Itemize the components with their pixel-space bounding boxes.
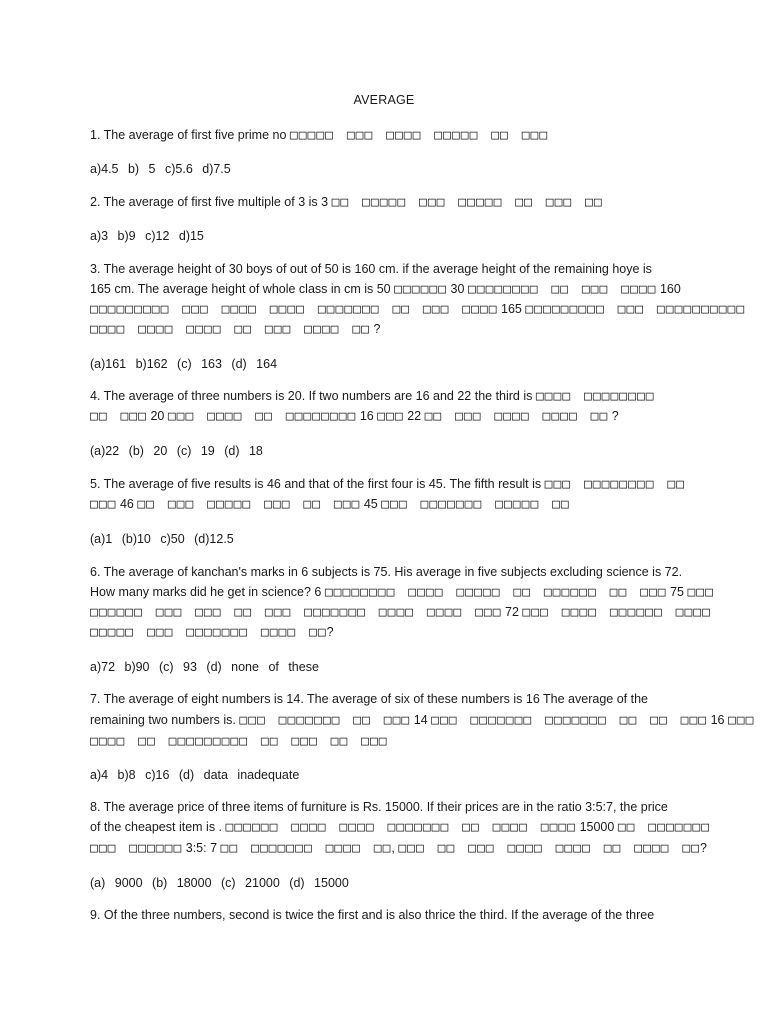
question-text: 14 bbox=[410, 713, 432, 727]
question-text: 16 bbox=[707, 713, 728, 727]
answer-options: a)4.5 b) 5 c)5.6 d)7.5 bbox=[90, 162, 231, 176]
text-line bbox=[90, 299, 745, 320]
text-line bbox=[90, 259, 652, 279]
text-line bbox=[90, 817, 710, 838]
question-text: 30 bbox=[447, 282, 468, 296]
hindi-text: □□□□□ □□□ □□□□□□□ □□□□ □□ bbox=[90, 625, 327, 640]
question-text: ? bbox=[700, 841, 707, 855]
hindi-text: □□□ □□ □□□ □□□□ □□□□ □□ □□□□ □□ bbox=[398, 841, 700, 856]
text-line bbox=[90, 562, 682, 582]
hindi-text: □□ □□□□□□□ □□□□ □□ bbox=[220, 841, 392, 856]
text-line bbox=[90, 710, 754, 731]
text-line bbox=[90, 279, 681, 300]
answer-options: (a)1 (b)10 c)50 (d)12.5 bbox=[90, 532, 234, 546]
hindi-text: □□□□□□□□□ □□□ □□□□□□□□□□ bbox=[525, 302, 746, 317]
text-line bbox=[90, 731, 388, 752]
question-text: 45 bbox=[360, 497, 382, 511]
hindi-text: □□ □□□ □□□□□ □□□ □□ □□□ bbox=[137, 497, 361, 512]
text-line bbox=[90, 797, 668, 817]
answer-options: (a)161 b)162 (c) 163 (d) 164 bbox=[90, 357, 278, 371]
question-text: 3:5: 7 bbox=[182, 841, 221, 855]
hindi-text: □□□ bbox=[90, 497, 117, 512]
text-line bbox=[90, 582, 714, 603]
text-line bbox=[90, 602, 711, 623]
hindi-text: □□□□□□ □□□ □□□ □□ □□□ □□□□□□□ □□□□ □□□□ □□□ bbox=[90, 605, 502, 620]
hindi-text: □□□□ □□□□□□□□ bbox=[535, 389, 655, 404]
hindi-text: □□□□ □□□□ □□□□ □□ □□□ □□□□ □□ bbox=[90, 322, 370, 337]
hindi-text: □□□□□□ □□□□ □□□□ □□□□□□□ □□ □□□□ □□□□ bbox=[225, 820, 577, 835]
text-line bbox=[90, 125, 548, 146]
answer-options: (a)22 (b) 20 (c) 19 (d) 18 bbox=[90, 444, 263, 458]
hindi-text: □□□ □□□□□□□□ □□ bbox=[544, 477, 686, 492]
question-text: 8. The average price of three items of furniture is Rs. 15000. If their prices are in the ratio 3:5:7, the price bbox=[90, 800, 668, 814]
text-line bbox=[90, 226, 204, 246]
page-title: AVERAGE bbox=[353, 93, 415, 107]
hindi-text: □□□□□□ bbox=[394, 282, 448, 297]
hindi-text: □□ □□□ bbox=[90, 409, 147, 424]
hindi-text: □□ □□□□□□□ bbox=[617, 820, 711, 835]
question-text: 1. The average of first five prime no bbox=[90, 128, 290, 142]
hindi-text: □□□ bbox=[377, 409, 404, 424]
text-line bbox=[90, 838, 707, 859]
hindi-text: □□□□ □□ □□□□□□□□□ □□ □□□ □□ □□□ bbox=[90, 734, 388, 749]
text-line bbox=[90, 873, 349, 893]
question-text: 20 bbox=[146, 409, 168, 423]
question-text: 15000 bbox=[576, 820, 618, 834]
question-text: 165 cm. The average height of whole class in cm is 50 bbox=[90, 282, 395, 296]
question-text: 4. The average of three numbers is 20. If two numbers are 16 and 22 the third is bbox=[90, 389, 536, 403]
text-line bbox=[90, 689, 648, 709]
hindi-text: □□□□□□□□ □□□□ □□□□□ □□ □□□□□□ □□ □□□ bbox=[324, 585, 667, 600]
text-line bbox=[90, 622, 334, 643]
text-line bbox=[90, 441, 263, 461]
text-line bbox=[90, 386, 655, 407]
hindi-text: □□□ bbox=[727, 713, 755, 728]
hindi-text: □□□ □□□□ □□□□□□ □□□□ bbox=[522, 605, 711, 620]
text-line bbox=[90, 406, 619, 427]
question-text: 75 bbox=[666, 585, 688, 599]
question-text: 2. The average of first five multiple of 3 is 3 bbox=[90, 195, 332, 209]
question-text: 16 bbox=[356, 409, 378, 423]
hindi-text: □□□ □□□□□□□ □□□□□□□ □□ □□ □□□ bbox=[431, 713, 708, 728]
question-text: ? bbox=[608, 409, 619, 423]
hindi-text: □□□ □□□□□□□ □□□□□ □□ bbox=[381, 497, 570, 512]
question-text: 46 bbox=[116, 497, 138, 511]
answer-options: (a) 9000 (b) 18000 (c) 21000 (d) 15000 bbox=[90, 876, 349, 890]
question-text: 165 bbox=[497, 302, 526, 316]
hindi-text: □□ □□□ □□□□ □□□□ □□ bbox=[424, 409, 609, 424]
hindi-text: □□□ □□□□ □□ □□□□□□□□ bbox=[167, 409, 357, 424]
text-line bbox=[90, 529, 234, 549]
text-line bbox=[90, 905, 654, 925]
question-text: , bbox=[391, 841, 399, 855]
hindi-text: □□□□□□□□□ □□□ □□□□ □□□□ □□□□□□□ □□ □□□ □□□□ bbox=[90, 302, 498, 317]
question-text: 160 bbox=[656, 282, 681, 296]
question-text: 5. The average of five results is 46 and that of the first four is 45. The fifth result is bbox=[90, 477, 545, 491]
answer-options: a)4 b)8 c)16 (d) data inadequate bbox=[90, 768, 300, 782]
hindi-text: □□□ □□□□□□□ □□ □□□ bbox=[239, 713, 411, 728]
question-text: ? bbox=[369, 322, 381, 336]
question-text: remaining two numbers is. bbox=[90, 713, 240, 727]
text-line bbox=[90, 474, 685, 495]
answer-options: a)72 b)90 (c) 93 (d) none of these bbox=[90, 660, 319, 674]
text-line bbox=[90, 319, 380, 340]
hindi-text: □□□□□□□□ □□ □□□ □□□□ bbox=[467, 282, 657, 297]
question-text: 22 bbox=[403, 409, 425, 423]
text-line bbox=[90, 657, 319, 677]
answer-options: a)3 b)9 c)12 d)15 bbox=[90, 229, 204, 243]
question-text: ? bbox=[326, 625, 334, 639]
question-text: of the cheapest item is . bbox=[90, 820, 226, 834]
text-line bbox=[90, 494, 570, 515]
text-line bbox=[90, 765, 299, 785]
hindi-text: □□□ bbox=[687, 585, 714, 600]
question-text: 3. The average height of 30 boys of out of 50 is 160 cm. if the average height of the remaining hoye is bbox=[90, 262, 652, 276]
question-text: 9. Of the three numbers, second is twice the first and is also thrice the third. If the average of the three bbox=[90, 908, 655, 922]
hindi-text: □□□ □□□□□□ bbox=[90, 841, 183, 856]
question-text: 72 bbox=[501, 605, 523, 619]
hindi-text: □□□□□ □□□ □□□□ □□□□□ □□ □□□ bbox=[289, 128, 549, 143]
text-line bbox=[90, 192, 603, 213]
text-line bbox=[90, 159, 231, 179]
question-text: How many marks did he get in science? 6 bbox=[90, 585, 325, 599]
question-text: 7. The average of eight numbers is 14. The average of six of these numbers is 16 The average of the bbox=[90, 692, 648, 706]
hindi-text: □□ □□□□□ □□□ □□□□□ □□ □□□ □□ bbox=[331, 195, 603, 210]
question-text: 6. The average of kanchan's marks in 6 subjects is 75. His average in five subjects excluding science is 72. bbox=[90, 565, 683, 579]
text-line bbox=[90, 354, 277, 374]
